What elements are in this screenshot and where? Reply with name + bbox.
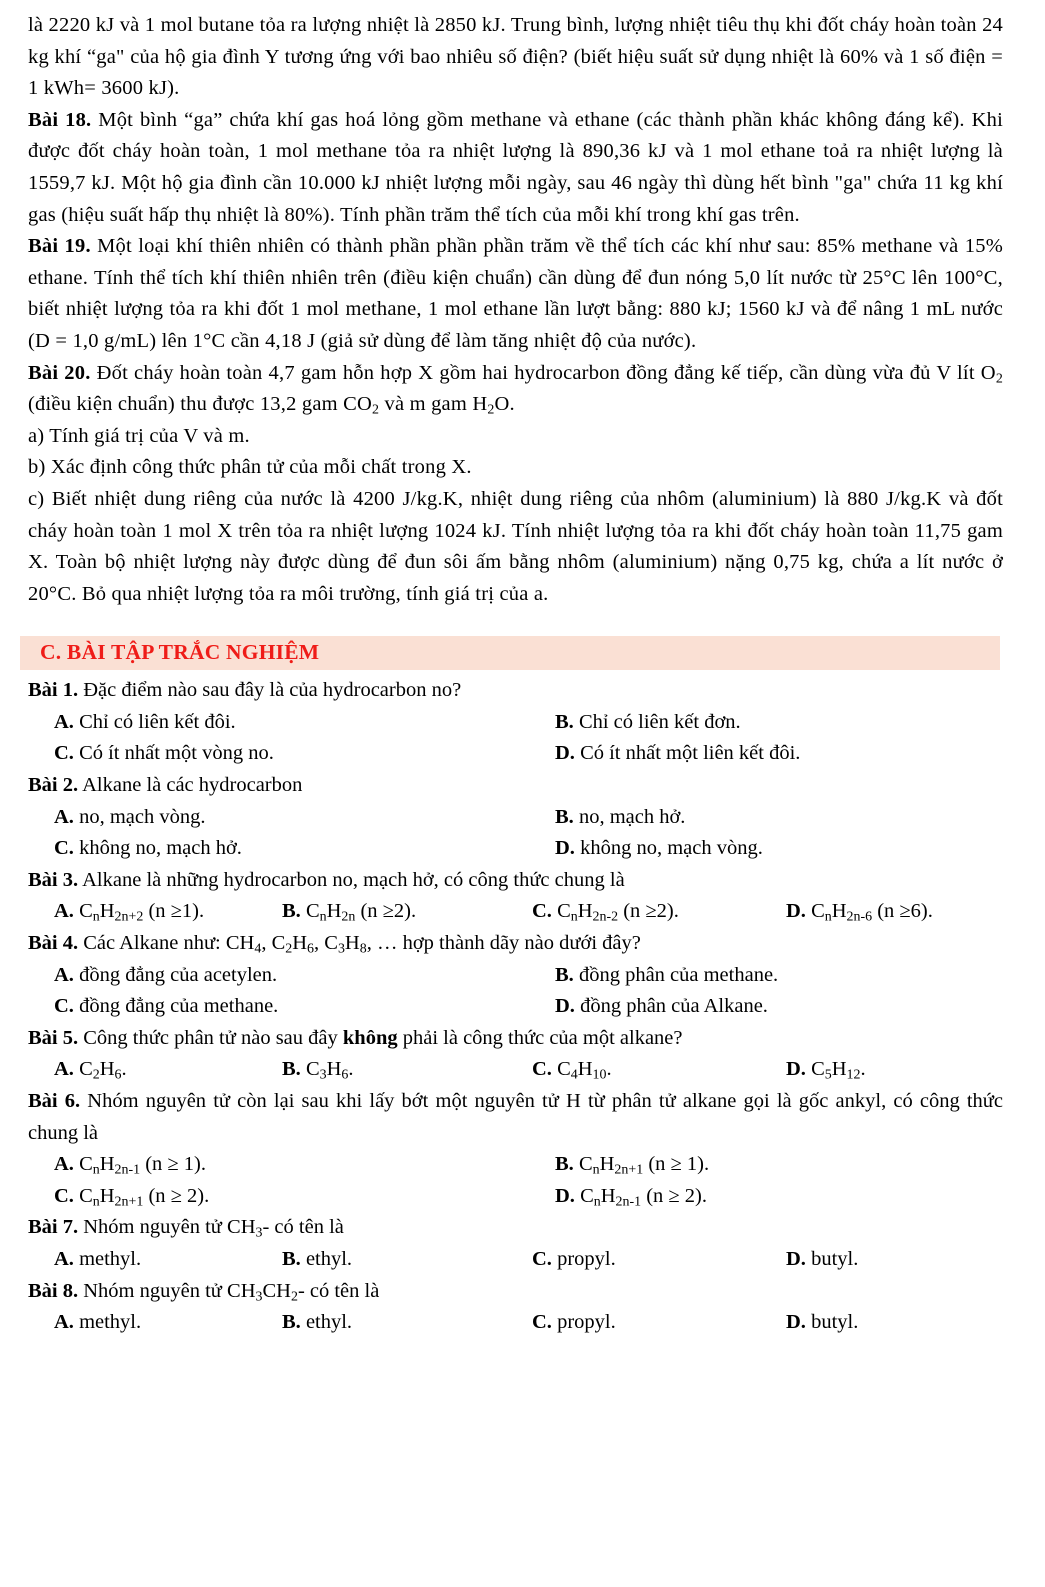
option-label: B. — [555, 710, 574, 733]
option-row — [28, 1181, 1003, 1213]
option-text: không no, mạch hở. — [73, 837, 242, 860]
question-stem — [28, 928, 1003, 960]
answer-option[interactable] — [555, 833, 995, 865]
option-label: B. — [555, 963, 574, 986]
option-label: A. — [54, 1058, 74, 1081]
answer-option[interactable] — [786, 1307, 986, 1339]
answer-option[interactable] — [28, 1181, 555, 1213]
exercise-20-part-c: c) Biết nhiệt dung riêng của nước là 4200 J/kg.K, nhiệt dung riêng của nhôm (aluminium) là 880 J/kg.K và đốt cháy hoàn toàn 1 mol X trên tỏa ra nhiệt lượng 1024 kJ. Tính nhiệt lượng tỏa ra khi đốt cháy hoàn toàn 11,75 gam X. Toàn bộ nhiệt lượng này được dùng để đun sôi ấm bằng nhôm (aluminium) nặng 0,75 kg, chứa a lít nước ở 20°C. Bỏ qua nhiệt lượng tỏa ra môi trường, tính giá trị của a. — [28, 487, 1003, 605]
exercise-19-text: Một loại khí thiên nhiên có thành phần phần phần trăm về thể tích các khí như sau: 85% methane và 15% ethane. Tính thể tích khí thiên nhiên trên (điều kiện chuẩn) cần dùng để đun nóng 5,0 lít nước từ 25°C lên 100°C, biết nhiệt lượng tỏa ra khi đốt 1 mol methane, 1 mol ethane lần lượt bằng: 880 kJ; 1560 kJ và để nâng 1 mL nước (D = 1,0 g/mL) lên 1°C cần 4,18 J (giả sử dùng để làm tăng nhiệt độ của nước). — [28, 235, 1003, 352]
exercise-20-text-c: và m gam H — [379, 393, 488, 416]
option-row — [28, 896, 1003, 928]
option-label: D. — [555, 742, 575, 765]
exercise-20-sub-h2o: 2 — [487, 402, 495, 418]
exercise-18-text: Một bình “ga” chứa khí gas hoá lỏng gồm methane và ethane (các thành phần khác không đáng kể). Khi được đốt cháy hoàn toàn, 1 mol methane tỏa ra nhiệt lượng là 890,36 kJ và 1 mol ethane toả ra nhiệt lượng là 1559,7 kJ. Một hộ gia đình cần 10.000 kJ nhiệt lượng mỗi ngày, sau 46 ngày thì dùng hết bình "ga" chứa 11 kg khí gas (hiệu suất hấp thụ nhiệt là 80%). Tính phần trăm thể tích của mỗi khí trong khí gas trên. — [28, 108, 1003, 226]
option-label: D. — [786, 1247, 806, 1270]
option-text: $C_nH_{2n+1}$ (n ≥ 2). — [73, 1184, 210, 1210]
option-label: D. — [786, 900, 806, 923]
question-number: Bài 1. — [28, 679, 79, 702]
section-header-title: C. BÀI TẬP TRẮC NGHIỆM — [40, 640, 320, 665]
option-label: C. — [532, 900, 552, 923]
option-text: methyl. — [73, 1247, 142, 1270]
answer-option[interactable] — [28, 896, 282, 928]
option-label: B. — [555, 1153, 574, 1176]
option-label: C. — [54, 742, 74, 765]
option-label: A. — [54, 1311, 74, 1334]
option-label: D. — [786, 1058, 806, 1081]
question-text: Công thức phân tử nào sau đây không phải là công thức của một alkane? — [78, 1026, 683, 1049]
option-text: $C_nH_{2n-2}$ (n ≥2). — [551, 900, 679, 926]
option-text: $C_4H_{10}$. — [551, 1058, 612, 1084]
option-text: no, mạch hở. — [573, 805, 686, 828]
option-text: ethyl. — [300, 1247, 353, 1270]
option-label: B. — [282, 900, 301, 923]
question-number: Bài 4. — [28, 932, 79, 955]
answer-option[interactable] — [28, 707, 555, 739]
option-row — [28, 738, 1003, 770]
exercise-20-sub-o2: 2 — [995, 371, 1003, 387]
option-label: C. — [532, 1311, 552, 1334]
question-number: Bài 2. — [28, 774, 79, 797]
answer-option[interactable] — [555, 960, 995, 992]
option-text: butyl. — [805, 1247, 859, 1270]
answer-option[interactable] — [555, 802, 995, 834]
option-label: B. — [282, 1311, 301, 1334]
option-text: $C_nH_{2n+1}$ (n ≥ 1). — [573, 1153, 710, 1178]
option-text: propyl. — [551, 1247, 616, 1270]
answer-option[interactable] — [28, 738, 555, 770]
option-label: A. — [54, 1247, 74, 1270]
answer-option[interactable] — [282, 1307, 532, 1339]
option-label: C. — [532, 1058, 552, 1081]
option-text: $C_2H_6$. — [73, 1058, 127, 1084]
exercise-20-sub-co2: 2 — [372, 402, 380, 418]
option-label: A. — [54, 1153, 74, 1176]
option-row — [28, 1149, 1003, 1181]
option-text: methyl. — [73, 1311, 142, 1334]
question-text: Đặc điểm nào sau đây là của hydrocarbon no? — [78, 679, 462, 702]
question-stem — [28, 675, 1003, 707]
multiple-choice-section — [28, 675, 1003, 1338]
option-text: Có ít nhất một vòng no. — [73, 742, 274, 765]
option-row — [28, 802, 1003, 834]
question-stem — [28, 1086, 1003, 1149]
option-row — [28, 1307, 1003, 1339]
question-text: Nhóm nguyên tử $CH_3-$ có tên là — [78, 1216, 344, 1241]
question-number: Bài 5. — [28, 1026, 79, 1049]
option-row — [28, 833, 1003, 865]
question-stem — [28, 865, 1003, 897]
option-text: propyl. — [551, 1311, 616, 1334]
option-label: D. — [555, 837, 575, 860]
option-label: C. — [54, 1184, 74, 1207]
answer-option[interactable] — [555, 738, 995, 770]
option-text: $C_nH_{2n+2}$ (n ≥1). — [73, 900, 205, 926]
option-text: $C_nH_{2n-1}$ (n ≥ 1). — [73, 1153, 206, 1178]
question-text: Alkane là các hydrocarbon — [78, 774, 303, 797]
option-text: butyl. — [805, 1311, 859, 1334]
option-text: không no, mạch vòng. — [574, 837, 763, 860]
option-row — [28, 1054, 1003, 1086]
answer-option[interactable] — [28, 991, 555, 1023]
question-number: Bài 8. — [28, 1279, 79, 1302]
option-text: $C_5H_{12}$. — [805, 1058, 866, 1084]
answer-option[interactable] — [28, 833, 555, 865]
question-stem — [28, 770, 1003, 802]
answer-option[interactable] — [555, 1149, 995, 1181]
question-number: Bài 3. — [28, 868, 79, 891]
option-text: $C_nH_{2n-1}$ (n ≥ 2). — [574, 1184, 707, 1210]
exercise-19 — [28, 231, 1003, 357]
paragraph-text: là 2220 kJ và 1 mol butane tỏa ra lượng nhiệt là 2850 kJ. Trung bình, lượng nhiệt tiêu thụ khi đốt cháy hoàn toàn 24 kg khí “ga" của hộ gia đình Y tương ứng với bao nhiêu số điện? (biết hiệu suất sử dụng nhiệt là 60% và 1 số điện = 1 kWh= 3600 kJ). — [28, 14, 1003, 100]
exercise-19-label: Bài 19. — [28, 235, 91, 258]
answer-option[interactable] — [555, 991, 995, 1023]
paragraph-continuation — [28, 10, 1003, 105]
exercise-20-part-a: a) Tính giá trị của V và m. — [28, 424, 250, 447]
exercise-18-label: Bài 18. — [28, 108, 92, 131]
option-label: A. — [54, 900, 74, 923]
option-label: A. — [54, 963, 74, 986]
exercise-20-text-d: O. — [494, 393, 515, 416]
exercise-20 — [28, 358, 1003, 421]
exercise-20-part-b: b) Xác định công thức phân tử của mỗi chất trong X. — [28, 456, 472, 479]
option-label: B. — [555, 805, 574, 828]
question-text: Nhóm nguyên tử $CH_3CH_2-$ có tên là — [78, 1279, 380, 1305]
option-text: Chỉ có liên kết đơn. — [573, 710, 741, 733]
answer-option[interactable] — [532, 1307, 786, 1339]
option-label: B. — [282, 1247, 301, 1270]
answer-option[interactable] — [532, 1244, 786, 1276]
question-number: Bài 7. — [28, 1216, 79, 1239]
question-text: Các Alkane như: $CH_4$, $C_2H_6$, $C_3H_8$, … hợp thành dãy nào dưới đây? — [78, 932, 641, 957]
answer-option[interactable] — [282, 896, 532, 928]
exercise-20-text-b: (điều kiện chuẩn) thu được 13,2 gam CO — [28, 393, 372, 416]
section-header-band — [20, 636, 1000, 670]
option-row — [28, 991, 1003, 1023]
question-number: Bài 6. — [28, 1090, 81, 1112]
exercise-20-text-a: Đốt cháy hoàn toàn 4,7 gam hỗn hợp X gồm hai hydrocarbon đồng đẳng kế tiếp, cần dùng vừa đủ V lít O — [90, 361, 996, 384]
answer-option[interactable] — [282, 1244, 532, 1276]
answer-option[interactable] — [28, 960, 555, 992]
answer-option[interactable] — [28, 1149, 555, 1181]
option-text: đồng phân của methane. — [573, 963, 779, 986]
option-label: C. — [532, 1247, 552, 1270]
option-text: ethyl. — [300, 1311, 353, 1334]
exercise-20-label: Bài 20. — [28, 361, 91, 384]
option-text: đồng phân của Alkane. — [574, 995, 768, 1018]
answer-option[interactable] — [28, 1054, 282, 1086]
option-row — [28, 707, 1003, 739]
answer-option[interactable] — [555, 707, 995, 739]
question-text: Alkane là những hydrocarbon no, mạch hở, có công thức chung là — [78, 868, 625, 891]
option-text: Chỉ có liên kết đôi. — [73, 710, 236, 733]
option-text: Có ít nhất một liên kết đôi. — [574, 742, 801, 765]
answer-option[interactable] — [28, 1244, 282, 1276]
answer-option[interactable] — [28, 1307, 282, 1339]
option-row — [28, 1244, 1003, 1276]
option-text: no, mạch vòng. — [73, 805, 206, 828]
option-label: D. — [555, 1184, 575, 1207]
question-stem — [28, 1212, 1003, 1244]
option-label: C. — [54, 995, 74, 1018]
option-label: C. — [54, 837, 74, 860]
option-label: D. — [555, 995, 575, 1018]
essay-section — [28, 10, 1003, 610]
answer-option[interactable] — [28, 802, 555, 834]
option-text: $C_3H_6$. — [300, 1058, 354, 1084]
option-label: D. — [786, 1311, 806, 1334]
option-text: $C_nH_{2n-6}$ (n ≥6). — [805, 900, 933, 926]
option-text: đồng đẳng của acetylen. — [73, 963, 278, 986]
option-text: $C_nH_{2n}$ (n ≥2). — [300, 900, 417, 926]
question-text: Nhóm nguyên tử còn lại sau khi lấy bớt một nguyên tử H từ phân tử alkane gọi là gốc ankyl, có công thức chung là — [28, 1090, 1004, 1144]
answer-option[interactable] — [786, 1244, 986, 1276]
option-text: đồng đẳng của methane. — [73, 995, 279, 1018]
question-stem — [28, 1023, 1003, 1055]
answer-option[interactable] — [532, 1054, 786, 1086]
answer-option[interactable] — [532, 896, 786, 928]
exercise-18 — [28, 105, 1003, 231]
answer-option[interactable] — [786, 896, 986, 928]
answer-option[interactable] — [282, 1054, 532, 1086]
answer-option[interactable] — [786, 1054, 986, 1086]
option-label: B. — [282, 1058, 301, 1081]
option-label: A. — [54, 805, 74, 828]
question-stem — [28, 1276, 1003, 1308]
answer-option[interactable] — [555, 1181, 995, 1213]
option-label: A. — [54, 710, 74, 733]
option-row — [28, 960, 1003, 992]
